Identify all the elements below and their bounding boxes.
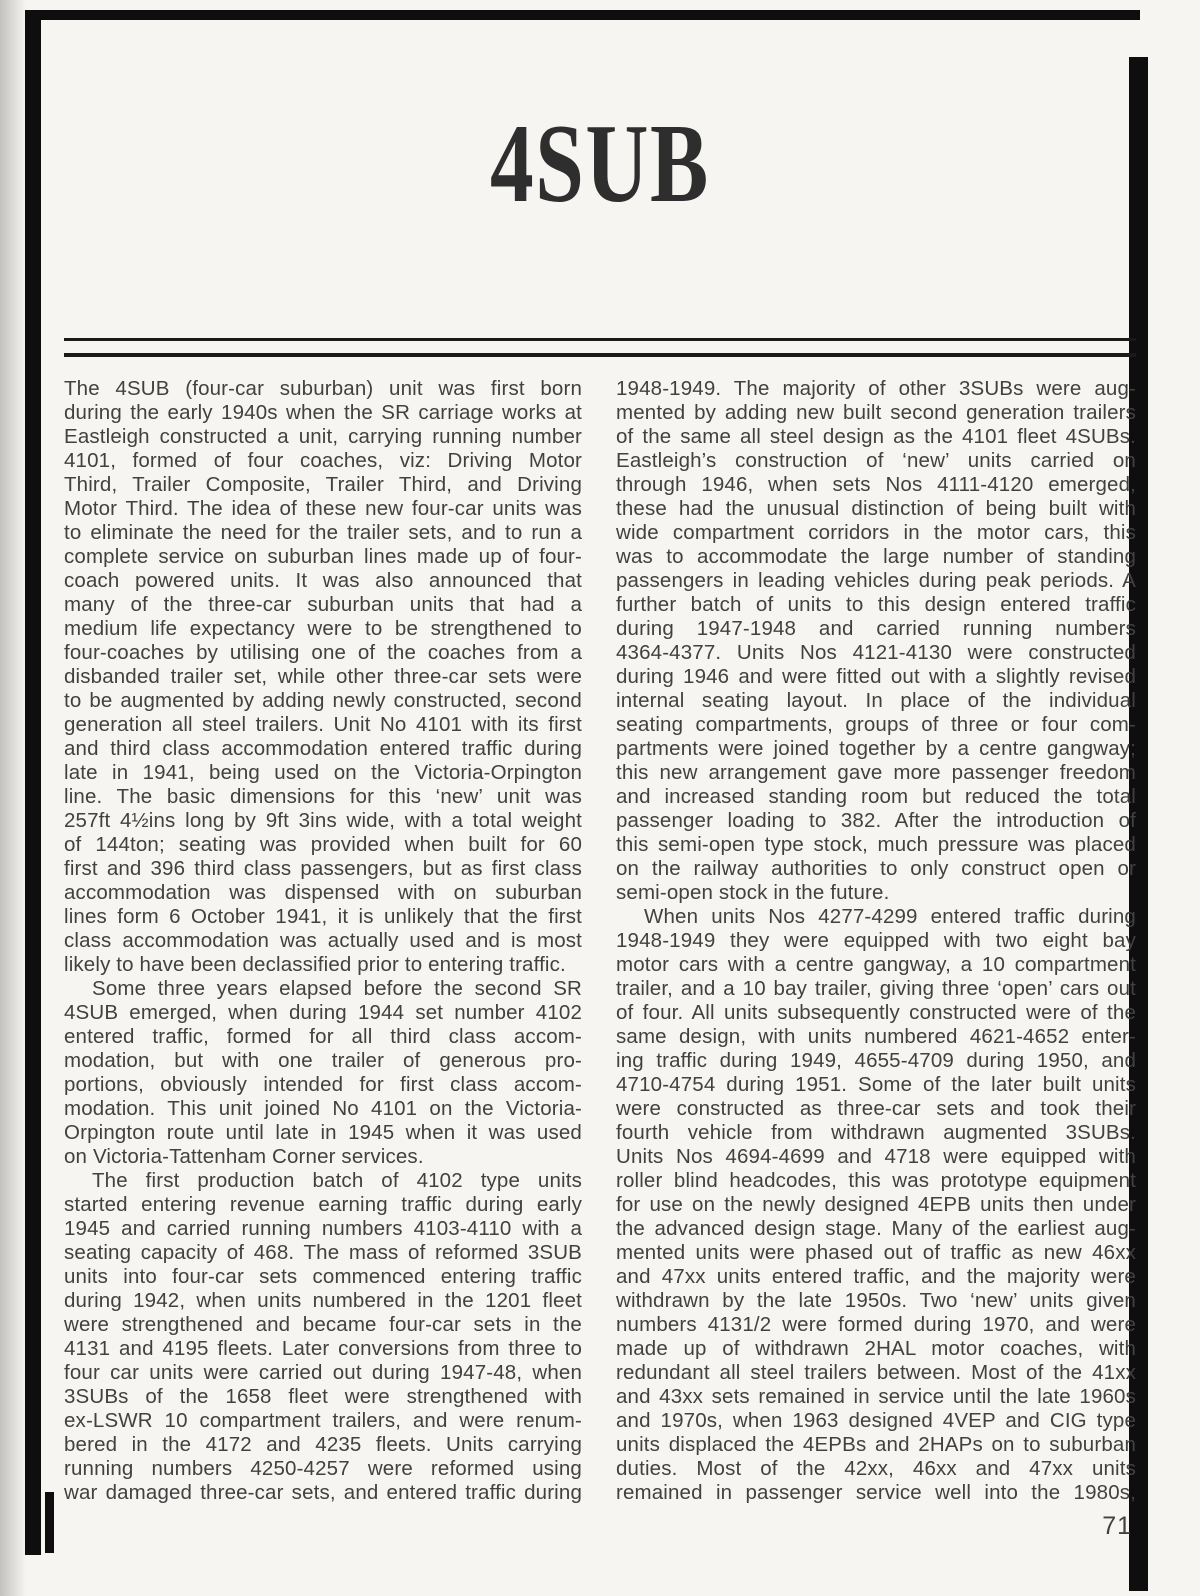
text-line: semi-open stock in the future.	[616, 881, 890, 904]
text-line: of the same all steel design as the 4101 fleet 4SUBs.	[616, 425, 1136, 448]
text-line: 4710-4754 during 1951. Some of the later built units	[616, 1073, 1136, 1096]
text-line: 4101, formed of four coaches, viz: Driving Motor	[64, 449, 582, 472]
text-line: Some three years elapsed before the second SR	[92, 977, 582, 1000]
text-line: was to accommodate the large number of standing	[616, 545, 1136, 568]
text-line: and third class accommodation entered traffic during	[64, 737, 582, 760]
text-line: trailer, and a 10 bay trailer, giving three ‘open’ cars out	[616, 977, 1136, 1000]
text-line: of four. All units subsequently constructed were of the	[616, 1001, 1136, 1024]
text-line: on Victoria-Tattenham Corner services.	[64, 1145, 424, 1168]
text-line: same design, with units numbered 4621-4652 enter-	[616, 1025, 1136, 1048]
text-line: medium life expectancy were to be strengthened to	[64, 617, 582, 640]
text-line: this new arrangement gave more passenger freedom	[616, 761, 1136, 784]
page-number: 71	[1102, 1512, 1132, 1540]
paragraph	[616, 905, 1136, 1505]
text-line: ex-LSWR 10 compartment trailers, and were renum-	[64, 1409, 582, 1432]
text-line: Motor Third. The idea of these new four-car units was	[64, 497, 582, 520]
text-line: lines form 6 October 1941, it is unlikely that the first	[64, 905, 582, 928]
text-line: generation all steel trailers. Unit No 4101 with its first	[64, 713, 582, 736]
text-line: to be augmented by adding newly constructed, second	[64, 689, 582, 712]
text-line: many of the three-car suburban units that had a	[64, 593, 582, 616]
text-line: portions, obviously intended for first class accom-	[64, 1073, 582, 1096]
text-line: 1945 and carried running numbers 4103-4110 with a	[64, 1217, 582, 1240]
text-line: passenger loading to 382. After the introduction of	[616, 809, 1136, 832]
text-line: When units Nos 4277-4299 entered traffic during	[644, 905, 1136, 928]
text-line: mented by adding new built second generation trailers	[616, 401, 1136, 424]
text-line: likely to have been declassified prior to entering traffic.	[64, 953, 566, 976]
text-line: Third, Trailer Composite, Trailer Third, and Driving	[64, 473, 582, 496]
text-line: 4364-4377. Units Nos 4121-4130 were constructed	[616, 641, 1136, 664]
text-line: line. The basic dimensions for this ‘new’ unit was	[64, 785, 582, 808]
text-line: of 144ton; seating was provided when built for 60	[64, 833, 582, 856]
text-line: Eastleigh’s construction of ‘new’ units carried on	[616, 449, 1136, 472]
text-line: complete service on suburban lines made up of four-	[64, 545, 582, 568]
text-line: motor cars with a centre gangway, a 10 compartment	[616, 953, 1136, 976]
text-line: numbers 4131/2 were formed during 1970, and were	[616, 1313, 1136, 1336]
text-line: through 1946, when sets Nos 4111-4120 emerged,	[616, 473, 1136, 496]
text-line: Orpington route until late in 1945 when it was used	[64, 1121, 582, 1144]
text-line: partments were joined together by a centre gangway;	[616, 737, 1136, 760]
text-line: accommodation was dispensed with on suburban	[64, 881, 582, 904]
text-line: duties. Most of the 42xx, 46xx and 47xx units	[616, 1457, 1136, 1480]
text-line: redundant all steel trailers between. Most of the 41xx	[616, 1361, 1136, 1384]
text-line: ing traffic during 1949, 4655-4709 during 1950, and	[616, 1049, 1136, 1072]
text-line: war damaged three-car sets, and entered traffic during	[64, 1481, 582, 1504]
text-line: withdrawn by the late 1950s. Two ‘new’ units given	[616, 1289, 1136, 1312]
text-line: remained in passenger service well into the 1980s,	[616, 1481, 1136, 1504]
text-line: units into four-car sets commenced entering traffic	[64, 1265, 582, 1288]
text-line: made up of withdrawn 2HAL motor coaches, with	[616, 1337, 1136, 1360]
text-line: during the early 1940s when the SR carriage works at	[64, 401, 582, 424]
text-line: modation, but with one trailer of generous pro-	[64, 1049, 582, 1072]
text-line: entered traffic, formed for all third class accom-	[64, 1025, 582, 1048]
text-line: roller blind headcodes, this was prototype equipment	[616, 1169, 1136, 1192]
text-line: during 1946 and were fitted out with a slightly revised	[616, 665, 1136, 688]
text-line: 1948-1949. The majority of other 3SUBs were aug-	[616, 377, 1136, 400]
chapter-title-text: 4SUB	[490, 102, 710, 226]
text-line: this semi-open type stock, much pressure was placed	[616, 833, 1136, 856]
text-line: wide compartment corridors in the motor cars, this	[616, 521, 1136, 544]
text-line: units displaced the 4EPBs and 2HAPs on to suburban	[616, 1433, 1136, 1456]
text-line: four car units were carried out during 1947-48, when	[64, 1361, 582, 1384]
paragraph	[616, 377, 1136, 905]
text-line: started entering revenue earning traffic during early	[64, 1193, 582, 1216]
text-line: to eliminate the need for the trailer sets, and to run a	[64, 521, 582, 544]
text-line: 257ft 4½ins long by 9ft 3ins wide, with a total weight	[64, 809, 582, 832]
text-line: modation. This unit joined No 4101 on the Victoria-	[64, 1097, 582, 1120]
text-line: 1948-1949 they were equipped with two eight bay	[616, 929, 1136, 952]
text-line: the advanced design stage. Many of the earliest aug-	[616, 1217, 1136, 1240]
text-line: during 1942, when units numbered in the 1201 fleet	[64, 1289, 582, 1312]
text-line: 4131 and 4195 fleets. Later conversions from three to	[64, 1337, 582, 1360]
text-line: during 1947-1948 and carried running numbers	[616, 617, 1136, 640]
text-line: and increased standing room but reduced the total	[616, 785, 1136, 808]
scan-border-bottom-left-stub	[45, 1492, 54, 1553]
text-line: for use on the newly designed 4EPB units then under	[616, 1193, 1136, 1216]
text-line: Eastleigh constructed a unit, carrying running number	[64, 425, 582, 448]
text-line: The first production batch of 4102 type units	[92, 1169, 582, 1192]
text-line: and 47xx units entered traffic, and the majority were	[616, 1265, 1136, 1288]
text-line: these had the unusual distinction of being built with	[616, 497, 1136, 520]
chapter-title	[64, 102, 1136, 228]
text-line: further batch of units to this design entered traffic	[616, 593, 1136, 616]
text-line: fourth vehicle from withdrawn augmented 3SUBs.	[616, 1121, 1136, 1144]
text-column-left	[64, 377, 582, 1505]
text-line: disbanded trailer set, while other three-car sets were	[64, 665, 582, 688]
text-line: internal seating layout. In place of the individual	[616, 689, 1136, 712]
text-line: passengers in leading vehicles during peak periods. A	[616, 569, 1136, 592]
text-line: seating compartments, groups of three or four com-	[616, 713, 1136, 736]
text-line: running numbers 4250-4257 were reformed using	[64, 1457, 582, 1480]
text-line: first and 396 third class passengers, but as first class	[64, 857, 582, 880]
text-line: class accommodation was actually used and is most	[64, 929, 582, 952]
text-line: were constructed as three-car sets and took their	[616, 1097, 1136, 1120]
text-line: on the railway authorities to only construct open or	[616, 857, 1136, 880]
text-line: seating capacity of 468. The mass of reformed 3SUB	[64, 1241, 582, 1264]
title-divider-rule	[64, 338, 1136, 357]
text-line: coach powered units. It was also announced that	[64, 569, 582, 592]
text-line: and 43xx sets remained in service until the late 1960s	[616, 1385, 1136, 1408]
text-line: were strengthened and became four-car sets in the	[64, 1313, 582, 1336]
text-line: The 4SUB (four-car suburban) unit was first born	[64, 377, 582, 400]
text-line: mented units were phased out of traffic as new 46xx	[616, 1241, 1136, 1264]
scan-border-top	[36, 10, 1140, 20]
paragraph	[64, 377, 582, 977]
paragraph	[64, 1169, 582, 1505]
text-column-right	[616, 377, 1136, 1505]
scan-edge-shadow	[0, 0, 26, 1596]
text-line: late in 1941, being used on the Victoria-Orpington	[64, 761, 582, 784]
text-line: and 1970s, when 1963 designed 4VEP and CIG type	[616, 1409, 1136, 1432]
paragraph	[64, 977, 582, 1169]
text-line: four-coaches by utilising one of the coaches from a	[64, 641, 582, 664]
text-line: 4SUB emerged, when during 1944 set number 4102	[64, 1001, 582, 1024]
text-line: Units Nos 4694-4699 and 4718 were equipped with	[616, 1145, 1136, 1168]
scan-border-left	[25, 10, 41, 1555]
text-line: bered in the 4172 and 4235 fleets. Units carrying	[64, 1433, 582, 1456]
text-line: 3SUBs of the 1658 fleet were strengthened with	[64, 1385, 582, 1408]
